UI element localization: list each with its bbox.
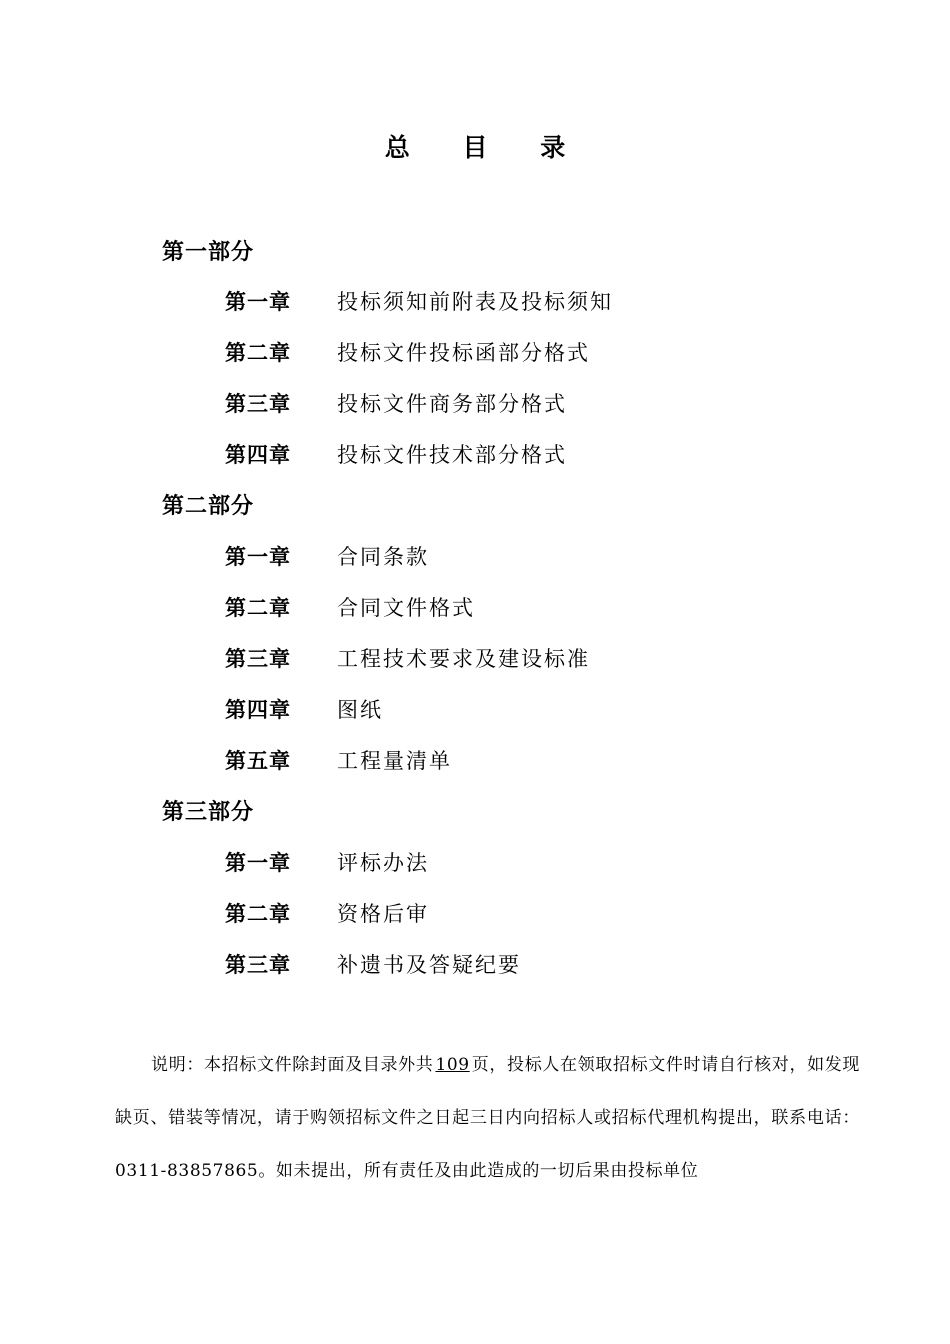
chapter-title: 投标文件技术部分格式 [337, 443, 567, 467]
toc-entry [225, 388, 567, 418]
toc-entry [225, 898, 429, 928]
chapter-title: 补遗书及答疑纪要 [337, 953, 521, 977]
toc-entry [225, 847, 429, 877]
chapter-number: 第三章 [225, 953, 291, 977]
toc-entry [225, 439, 567, 469]
chapter-number: 第一章 [225, 545, 291, 569]
chapter-number: 第一章 [225, 290, 291, 314]
part-2-heading: 第二部分 [162, 494, 255, 519]
note-paragraph [115, 1039, 860, 1198]
chapter-number: 第二章 [225, 341, 291, 365]
page-title: 总 目 录 [384, 133, 588, 162]
toc-entry [225, 643, 590, 673]
toc-entry [225, 949, 521, 979]
chapter-title: 投标文件商务部分格式 [337, 392, 567, 416]
chapter-number: 第三章 [225, 647, 291, 671]
toc-entry [225, 286, 613, 316]
chapter-number: 第一章 [225, 851, 291, 875]
chapter-title: 评标办法 [337, 851, 429, 875]
chapter-title: 投标须知前附表及投标须知 [337, 290, 613, 314]
part-1-heading: 第一部分 [162, 240, 255, 265]
part-3-heading: 第三部分 [162, 800, 255, 825]
page-count: 109 [435, 1055, 470, 1075]
toc-entry [225, 694, 383, 724]
chapter-title: 资格后审 [337, 902, 429, 926]
chapter-number: 第五章 [225, 749, 291, 773]
chapter-title: 投标文件投标函部分格式 [337, 341, 590, 365]
chapter-number: 第四章 [225, 443, 291, 467]
note-text-after: 页，投标人在领取招标文件时请自行核对，如发现缺页、错装等情况，请于购领招标文件之日起三日内向招标人或招标代理机构提出，联系电话：0311-83857865。如未提出，所有责任及由此造成的一切后果由投标单位 [115, 1055, 860, 1181]
toc-entry [225, 592, 475, 622]
toc-entry [225, 337, 590, 367]
chapter-number: 第二章 [225, 902, 291, 926]
note-text-before: 说明：本招标文件除封面及目录外共 [151, 1055, 434, 1075]
chapter-title: 工程量清单 [337, 749, 452, 773]
chapter-title: 合同文件格式 [337, 596, 475, 620]
chapter-title: 合同条款 [337, 545, 429, 569]
toc-entry [225, 745, 452, 775]
chapter-number: 第二章 [225, 596, 291, 620]
chapter-title: 图纸 [337, 698, 383, 722]
chapter-title: 工程技术要求及建设标准 [337, 647, 590, 671]
toc-entry [225, 541, 429, 571]
chapter-number: 第四章 [225, 698, 291, 722]
chapter-number: 第三章 [225, 392, 291, 416]
